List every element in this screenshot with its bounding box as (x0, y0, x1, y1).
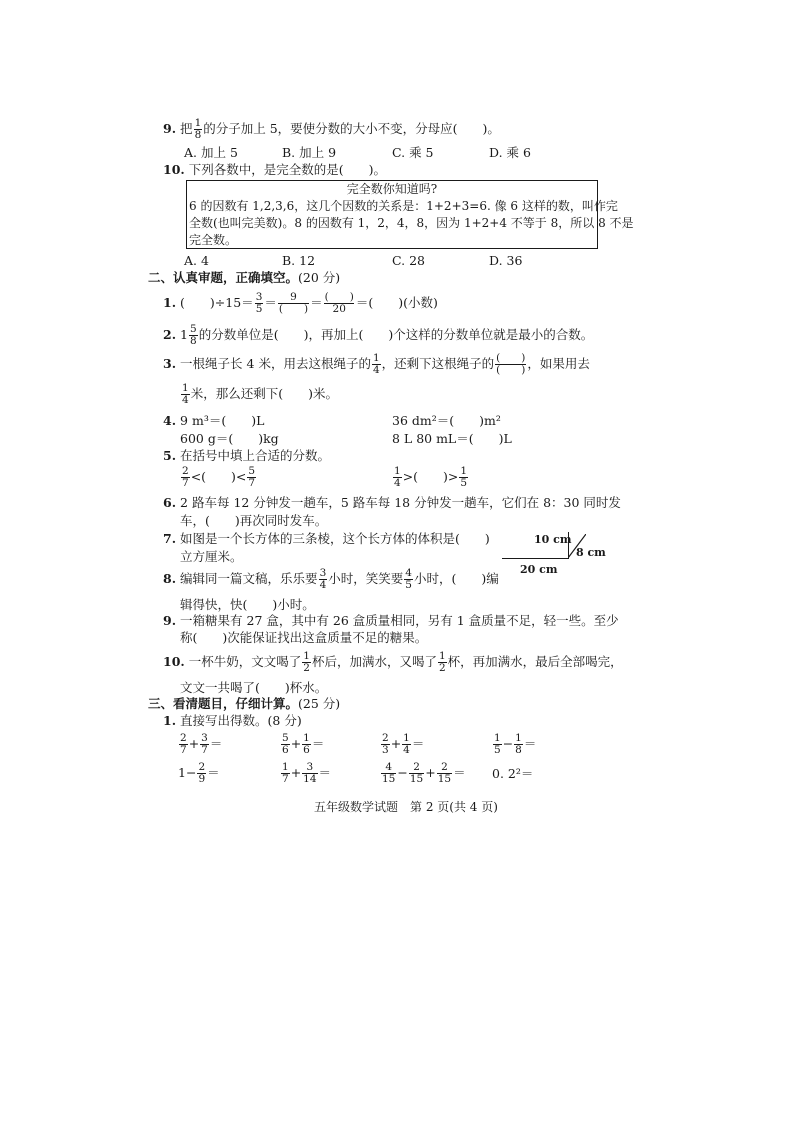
fraction: $\frac{3}{5}$ (255, 291, 263, 316)
question-text: 的分子加上 5，要使分数的大小不变，分母应( )。 (203, 121, 500, 137)
calc-item (178, 733, 222, 756)
fraction: $\frac{1}{7}$ (282, 761, 289, 786)
s2-question-9 (163, 613, 619, 629)
question-number: 10. (163, 654, 185, 670)
fraction: $\frac{1}{5}$ (460, 465, 468, 490)
equals: ＝ (411, 736, 425, 752)
section-score: (20 分) (298, 270, 341, 285)
section-score: (25 分) (298, 696, 341, 711)
fraction: $\frac{1}{2}$ (303, 650, 310, 675)
s2-question-5-b (392, 466, 469, 489)
s2-question-7-line2: 立方厘米。 (180, 549, 243, 564)
q9-option-d: D. 乘 6 (489, 145, 531, 160)
question-text: 杯后，加满水，又喝了 (311, 654, 437, 670)
question-number: 5. (163, 448, 177, 463)
question-text: 一根绳子长 4 米，用去这根绳子的 (180, 356, 371, 372)
fraction: $\frac{1}{6}$ (303, 732, 310, 757)
fraction: $\frac{2}{15}$ (409, 761, 424, 786)
fraction: $\frac{3}{7}$ (201, 732, 208, 757)
fraction: ( ) 20 (324, 291, 354, 316)
question-text: 的分数单位是( )，再加上( )个这样的分数单位就是最小的合数。 (198, 327, 594, 343)
question-text: 小时，笑笑要 (328, 571, 404, 587)
s2-question-6-line2: 车，( )再次同时发车。 (180, 513, 328, 528)
operator: − (502, 736, 514, 752)
fraction: $\frac{3}{4}$ (319, 567, 327, 592)
fraction: $\frac{1}{8}$ (515, 732, 522, 757)
fraction: $\frac{3}{14}$ (303, 761, 317, 786)
fraction: $\frac{2}{3}$ (382, 732, 389, 757)
q9-option-b: B. 加上 9 (282, 145, 337, 160)
question-text: 杯，再加满水，最后全部喝完， (447, 654, 623, 670)
dim-width-label: 8 cm (576, 546, 606, 559)
calc-item (380, 762, 466, 785)
equals: ＝ (209, 736, 223, 752)
q10-option-a: A. 4 (184, 253, 209, 268)
question-text: ，还剩下这根绳子的 (381, 356, 495, 372)
info-box-title: 完全数你知道吗? (346, 182, 438, 196)
question-number: 6. (163, 495, 177, 510)
mixed-whole: 1 (180, 327, 188, 343)
fraction: $\frac{2}{7}$ (180, 732, 187, 757)
fraction: $\frac{1}{4}$ (394, 465, 401, 490)
fraction: $\frac{1}{2}$ (438, 650, 446, 675)
question-number: 8. (163, 571, 177, 587)
fraction: $\frac{5}{7}$ (248, 465, 256, 490)
fraction: $\frac{2}{7}$ (182, 465, 189, 490)
calc-item (492, 733, 536, 756)
operand: 1− (178, 765, 197, 781)
s2-question-8 (163, 568, 499, 591)
s2-question-7 (163, 531, 490, 547)
fraction: $\frac{1}{5}$ (494, 732, 501, 757)
question-10 (163, 162, 386, 178)
fraction: $\frac{2}{9}$ (198, 761, 206, 786)
calc-item (280, 733, 324, 756)
question-9 (163, 118, 500, 141)
question-text: ( )÷15＝ (180, 295, 254, 311)
fraction: ( ) ( ) (496, 352, 526, 377)
fraction: $\frac{1}{4}$ (372, 352, 380, 377)
question-text: 如图是一个长方体的三条棱，这个长方体的体积是( ) (180, 531, 490, 546)
info-box (186, 180, 634, 249)
question-number: 9. (163, 613, 177, 628)
question-number: 7. (163, 531, 177, 546)
question-text: >( )> (402, 469, 459, 485)
q9-option-c: C. 乘 5 (392, 145, 434, 160)
section-title: 二、认真审题，正确填空。 (148, 270, 299, 285)
question-text: 9 m³＝( )L (180, 413, 265, 428)
calc-item (178, 762, 220, 785)
fraction: $\frac{5}{8}$ (190, 323, 197, 348)
q10-option-b: B. 12 (282, 253, 316, 268)
operator: − (397, 765, 408, 781)
operator: + (290, 765, 302, 781)
s2-question-6 (163, 495, 621, 511)
question-text: ，如果用去 (527, 356, 590, 372)
s2-question-8-line2: 辑得快，快( )小时。 (180, 597, 315, 612)
equals: ＝ (264, 295, 277, 311)
question-text: 一箱糖果有 27 盒，其中有 26 盒质量相同，另有 1 盒质量不足，轻一些。至少 (180, 613, 619, 628)
edge-length (502, 558, 568, 559)
fraction: $\frac{1}{8}$ (194, 117, 202, 142)
question-number: 1. (163, 295, 177, 311)
s2-question-5-a (180, 466, 257, 489)
question-text: 一杯牛奶，文文喝了 (188, 654, 302, 670)
operator: + (290, 736, 302, 752)
fraction: $\frac{4}{5}$ (405, 567, 412, 592)
info-box-line: 完全数。 (189, 233, 238, 247)
question-text: 小时，( )编 (413, 571, 499, 587)
question-number: 1. (163, 713, 177, 728)
question-number: 9. (163, 121, 177, 137)
operator: + (390, 736, 402, 752)
question-text: 把 (180, 121, 193, 137)
calc-item (380, 733, 424, 756)
calc-item (280, 762, 331, 785)
question-text: 下列各数中，是完全数的是( )。 (188, 162, 386, 177)
s2-question-4-b: 36 dm²＝( )m² (392, 413, 501, 428)
dim-height-label: 10 cm (534, 533, 572, 546)
question-text: 直接写出得数。(8 分) (180, 713, 302, 728)
s2-question-5 (163, 448, 330, 464)
equals: ＝ (207, 765, 220, 781)
question-text: <( )< (190, 469, 247, 485)
fraction: $\frac{1}{4}$ (403, 732, 410, 757)
s2-question-10-line2: 文文一共喝了( )杯水。 (180, 680, 328, 695)
page-footer: 五年级数学试题 第 2 页(共 4 页) (314, 800, 498, 814)
operator: + (425, 765, 436, 781)
s2-question-10 (163, 651, 623, 674)
s2-question-1 (163, 292, 438, 315)
s2-question-2 (163, 324, 593, 347)
cuboid-edges-figure (502, 528, 612, 576)
question-text: ＝( )(小数) (355, 295, 438, 311)
operator: + (188, 736, 200, 752)
info-box-line: 全数(也叫完美数)。8 的因数有 1，2，4，8，因为 1+2+4 不等于 8，所以 8 不是 (189, 216, 634, 230)
q10-option-d: D. 36 (489, 253, 523, 268)
question-number: 10. (163, 162, 185, 177)
q9-option-a: A. 加上 5 (184, 145, 238, 160)
s2-question-3 (163, 353, 590, 376)
question-number: 2. (163, 327, 177, 343)
equals: ＝ (523, 736, 537, 752)
fraction: $\frac{5}{6}$ (282, 732, 289, 757)
question-number: 4. (163, 413, 177, 428)
q10-option-c: C. 28 (392, 253, 425, 268)
info-box-line: 6 的因数有 1,2,3,6，这几个因数的关系是：1+2+3=6. 像 6 这样的数，叫作完 (189, 199, 618, 213)
section-heading (148, 696, 340, 712)
question-text: 米，那么还剩下( )米。 (190, 386, 338, 402)
fraction: $\frac{1}{4}$ (182, 382, 189, 407)
question-number: 3. (163, 356, 177, 372)
s2-question-9-line2: 称( )次能保证找出这盒质量不足的糖果。 (180, 630, 428, 645)
question-text: 2 路车每 12 分钟发一趟车，5 路车每 18 分钟发一趟车，它们在 8：30 同时发 (180, 495, 621, 510)
equals: ＝ (318, 765, 332, 781)
calc-item: 0. 2²＝ (492, 766, 534, 781)
dim-length-label: 20 cm (520, 563, 558, 576)
s2-question-4-c: 600 g＝( )kg (180, 431, 279, 446)
fraction: $\frac{4}{15}$ (382, 761, 396, 786)
section-title: 三、看清题目，仔细计算。 (148, 696, 299, 711)
equals: ＝ (311, 736, 325, 752)
fraction: $\frac{2}{15}$ (437, 761, 452, 786)
fraction: 9 ( ) (278, 291, 309, 316)
equals: ＝ (453, 765, 466, 781)
s2-question-4-d: 8 L 80 mL＝( )L (392, 431, 512, 446)
question-text: 编辑同一篇文稿，乐乐要 (180, 571, 318, 587)
s3-question-1 (163, 713, 302, 729)
equals: ＝ (310, 295, 323, 311)
s2-question-4 (163, 413, 264, 429)
section-heading (148, 270, 340, 286)
question-text: 在括号中填上合适的分数。 (180, 448, 331, 463)
s2-question-3-line2 (180, 383, 338, 406)
